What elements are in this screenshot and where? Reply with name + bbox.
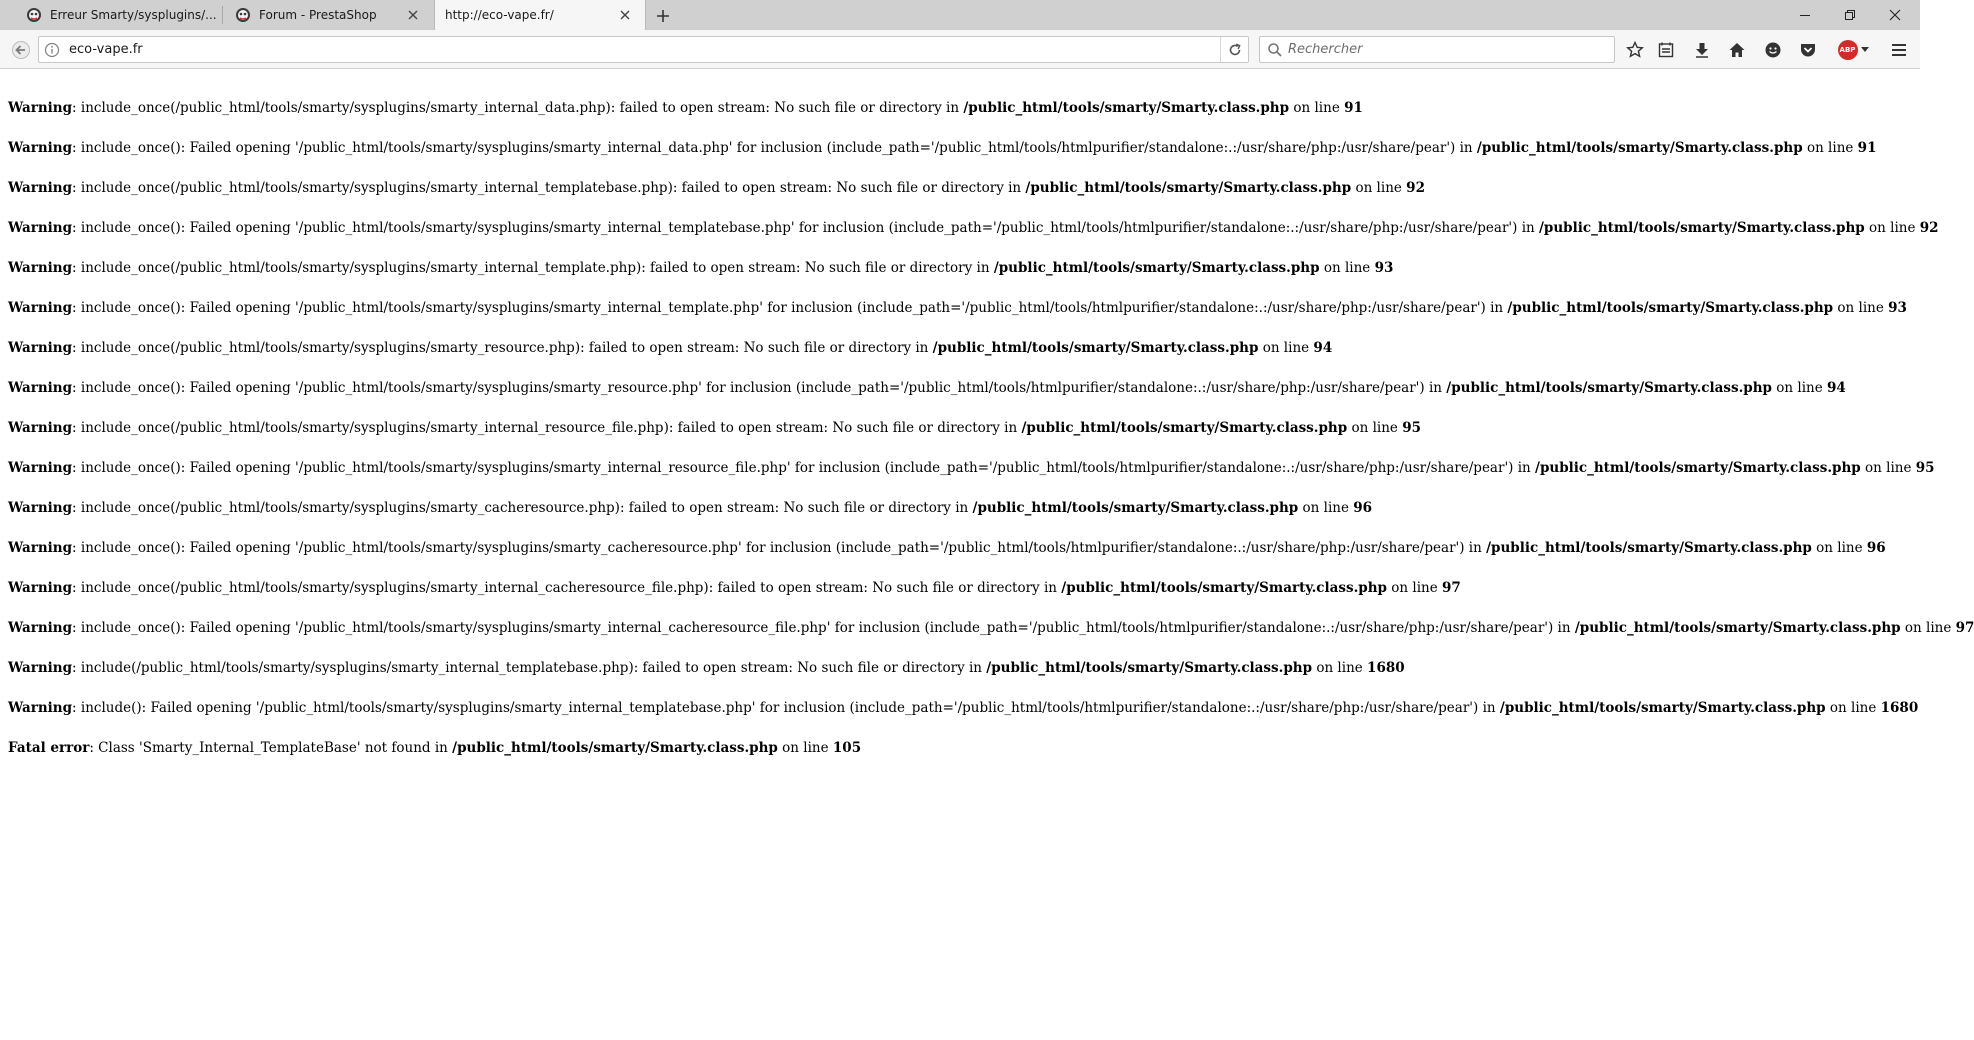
adblock-plus-icon: ABP (1838, 40, 1858, 60)
message-online: on line (1347, 420, 1403, 436)
message-text: : include_once(/public_html/tools/smarty/sysplugins/smarty_internal_templatebase.php): failed to open stream: No such file or directory in (72, 180, 1026, 196)
tab-forum-prestashop[interactable] (223, 0, 433, 30)
message-line: 105 (832, 740, 862, 756)
message-line: 96 (1866, 540, 1886, 556)
nav-bar (0, 30, 1920, 69)
message-file: /public_html/tools/smarty/Smarty.class.php (1486, 540, 1812, 556)
error-message (8, 619, 1974, 637)
restore-icon (1845, 10, 1855, 20)
plus-icon (656, 9, 670, 23)
message-file: /public_html/tools/smarty/Smarty.class.php (1507, 300, 1834, 316)
error-message (8, 539, 1886, 557)
close-window-button[interactable] (1872, 0, 1917, 30)
message-online: on line (1258, 340, 1314, 356)
restore-button[interactable] (1827, 0, 1872, 30)
error-message (8, 459, 1935, 477)
chevron-down-icon (1861, 47, 1869, 53)
message-type: Warning (8, 660, 73, 676)
hello-chat-icon[interactable] (1760, 37, 1786, 63)
menu-button[interactable] (1886, 37, 1912, 63)
url-text[interactable]: eco-vape.fr (69, 42, 143, 57)
reading-list-icon[interactable] (1653, 37, 1679, 63)
error-message (8, 219, 1939, 237)
message-line: 95 (1915, 460, 1935, 476)
tab-label: http://eco-vape.fr/ (445, 8, 554, 22)
message-line: 97 (1442, 580, 1461, 596)
message-file: /public_html/tools/smarty/Smarty.class.php (963, 100, 1290, 116)
reload-button[interactable] (1220, 37, 1248, 62)
message-type: Warning (8, 100, 73, 116)
message-text: : include_once(/public_html/tools/smarty/sysplugins/smarty_internal_resource_file.php): failed to open stream: No such file or directory in (72, 420, 1022, 436)
message-online: on line (1772, 380, 1828, 396)
tab-close-icon[interactable] (617, 7, 633, 23)
message-file: /public_html/tools/smarty/Smarty.class.php (1499, 700, 1826, 716)
message-line: 96 (1353, 500, 1373, 516)
message-online: on line (1319, 260, 1375, 276)
message-online: on line (1864, 220, 1920, 236)
message-line: 1680 (1367, 660, 1405, 676)
error-message (8, 179, 1425, 197)
message-type: Warning (8, 140, 73, 156)
tab-smarty-error[interactable] (0, 0, 222, 30)
search-bar[interactable] (1259, 36, 1615, 63)
fatal-error-message (8, 739, 861, 757)
message-text: : include_once(): Failed opening '/public_html/tools/smarty/sysplugins/smarty_internal_template.php' for inclusion (include_path='/public_html/tools/htmlpurifier/standalone:.:/usr/share/php:/usr/share/pear') in (72, 300, 1508, 316)
tab-label: Forum - PrestaShop (259, 8, 377, 22)
message-text: : include_once(/public_html/tools/smarty/sysplugins/smarty_internal_cacheresource_file.php): failed to open stream: No such file or directory in (72, 580, 1062, 596)
error-message (8, 419, 1421, 437)
message-type: Warning (8, 540, 73, 556)
message-file: /public_html/tools/smarty/Smarty.class.php (452, 740, 778, 756)
error-message (8, 299, 1907, 317)
prestashop-favicon-icon (26, 7, 42, 23)
message-text: : include_once(/public_html/tools/smarty/sysplugins/smarty_internal_template.php): failed to open stream: No such file or directory in (72, 260, 994, 276)
message-online: on line (1860, 460, 1916, 476)
message-line: 93 (1374, 260, 1394, 276)
message-line: 97 (1955, 620, 1974, 636)
back-arrow-icon (12, 41, 30, 59)
downloads-icon[interactable] (1689, 37, 1715, 63)
message-type: Warning (8, 220, 73, 236)
home-icon[interactable] (1724, 37, 1750, 63)
message-type: Warning (8, 260, 73, 276)
message-type: Warning (8, 180, 73, 196)
tab-eco-vape[interactable] (434, 0, 646, 30)
message-text: : include_once(/public_html/tools/smarty/sysplugins/smarty_cacheresource.php): failed to open stream: No such file or directory in (72, 500, 973, 516)
message-file: /public_html/tools/smarty/Smarty.class.php (1061, 580, 1388, 596)
message-file: /public_html/tools/smarty/Smarty.class.php (1021, 420, 1348, 436)
error-message (8, 259, 1393, 277)
message-type: Warning (8, 500, 73, 516)
message-text: : include_once(): Failed opening '/public_html/tools/smarty/sysplugins/smarty_internal_data.php' for inclusion (include_path='/public_html/tools/htmlpurifier/standalone:.:/usr/share/php:/usr/share/pear') in (72, 140, 1477, 156)
message-line: 93 (1888, 300, 1907, 316)
error-message (8, 699, 1918, 717)
adblock-plus-button[interactable] (1836, 37, 1870, 63)
tab-strip (0, 0, 1920, 30)
message-type: Warning (8, 580, 73, 596)
message-online: on line (1351, 180, 1407, 196)
message-line: 95 (1402, 420, 1421, 436)
search-icon (1267, 42, 1283, 58)
message-file: /public_html/tools/smarty/Smarty.class.php (972, 500, 1299, 516)
message-file: /public_html/tools/smarty/Smarty.class.php (932, 340, 1259, 356)
page-content (8, 70, 1974, 1030)
search-input[interactable] (1286, 40, 1606, 59)
message-text: : include_once(/public_html/tools/smarty/sysplugins/smarty_internal_data.php): failed to open stream: No such file or directory in (72, 100, 964, 116)
message-file: /public_html/tools/smarty/Smarty.class.php (1539, 220, 1865, 236)
message-text: : include_once(/public_html/tools/smarty/sysplugins/smarty_resource.php): failed to open stream: No such file or directory in (72, 340, 933, 356)
message-online: on line (777, 740, 833, 756)
bookmark-star-icon[interactable] (1622, 37, 1648, 63)
error-message (8, 139, 1876, 157)
message-line: 92 (1919, 220, 1939, 236)
message-text: : include(/public_html/tools/smarty/sysplugins/smarty_internal_templatebase.php): failed to open stream: No such file or directory in (72, 660, 987, 676)
message-online: on line (1811, 540, 1867, 556)
message-line: 94 (1313, 340, 1333, 356)
message-line: 94 (1827, 380, 1846, 396)
url-bar[interactable] (38, 36, 1249, 63)
message-text: : include_once(): Failed opening '/public_html/tools/smarty/sysplugins/smarty_cacheresource.php' for inclusion (include_path='/public_html/tools/htmlpurifier/standalone:.:/usr/share/php:/usr/share/pear') in (72, 540, 1487, 556)
message-type: Warning (8, 700, 73, 716)
error-message (8, 579, 1461, 597)
pocket-icon[interactable] (1795, 37, 1821, 63)
menu-icon (1890, 41, 1908, 59)
message-text: : Class 'Smarty_Internal_TemplateBase' not found in (89, 740, 453, 756)
message-type: Warning (8, 460, 73, 476)
tab-close-icon[interactable] (405, 7, 421, 23)
message-type: Fatal error (8, 740, 90, 756)
error-message (8, 659, 1405, 677)
message-line: 92 (1406, 180, 1425, 196)
message-line: 91 (1857, 140, 1877, 156)
reload-icon (1228, 43, 1242, 57)
message-file: /public_html/tools/smarty/Smarty.class.php (1574, 620, 1901, 636)
minimize-button[interactable] (1782, 0, 1827, 30)
message-line: 1680 (1880, 700, 1919, 716)
message-online: on line (1312, 660, 1368, 676)
message-file: /public_html/tools/smarty/Smarty.class.php (1535, 460, 1861, 476)
message-file: /public_html/tools/smarty/Smarty.class.php (1446, 380, 1772, 396)
back-button[interactable] (8, 37, 34, 63)
message-text: : include_once(): Failed opening '/public_html/tools/smarty/sysplugins/smarty_internal_resource_file.php' for inclusion (include_path='/public_html/tools/htmlpurifier/standalone:.:/usr/share/php:/usr/share/pear') in (72, 460, 1536, 476)
error-message (8, 379, 1846, 397)
prestashop-favicon-icon (235, 7, 251, 23)
new-tab-button[interactable] (652, 5, 674, 27)
tab-label: Erreur Smarty/sysplugins/... (50, 8, 217, 22)
close-icon (1890, 10, 1900, 20)
message-file: /public_html/tools/smarty/Smarty.class.php (993, 260, 1320, 276)
message-type: Warning (8, 380, 73, 396)
message-online: on line (1825, 700, 1881, 716)
message-online: on line (1387, 580, 1443, 596)
message-file: /public_html/tools/smarty/Smarty.class.php (1476, 140, 1803, 156)
message-online: on line (1900, 620, 1956, 636)
message-text: : include(): Failed opening '/public_html/tools/smarty/sysplugins/smarty_internal_templatebase.php' for inclusion (include_path='/public_html/tools/htmlpurifier/standalone:.:/usr/share/php:/usr/share/pear') in (72, 700, 1500, 716)
message-type: Warning (8, 340, 73, 356)
message-online: on line (1802, 140, 1858, 156)
message-file: /public_html/tools/smarty/Smarty.class.php (986, 660, 1313, 676)
message-online: on line (1833, 300, 1889, 316)
error-message (8, 99, 1363, 117)
error-message (8, 499, 1372, 517)
message-type: Warning (8, 420, 73, 436)
message-text: : include_once(): Failed opening '/public_html/tools/smarty/sysplugins/smarty_internal_templatebase.php' for inclusion (include_path='/public_html/tools/htmlpurifier/standalone:.:/usr/share/php:/usr/share/pear') in (72, 220, 1539, 236)
error-message (8, 339, 1332, 357)
message-text: : include_once(): Failed opening '/public_html/tools/smarty/sysplugins/smarty_internal_cacheresource_file.php' for inclusion (include_path='/public_html/tools/htmlpurifier/standalone:.:/usr/share/php:/usr/share/pear') in (72, 620, 1575, 636)
message-online: on line (1298, 500, 1354, 516)
message-type: Warning (8, 300, 73, 316)
message-online: on line (1289, 100, 1345, 116)
message-text: : include_once(): Failed opening '/public_html/tools/smarty/sysplugins/smarty_resource.php' for inclusion (include_path='/public_html/tools/htmlpurifier/standalone:.:/usr/share/php:/usr/share/pear') in (72, 380, 1447, 396)
minimize-icon (1800, 10, 1810, 20)
info-icon[interactable] (44, 42, 60, 58)
message-file: /public_html/tools/smarty/Smarty.class.php (1025, 180, 1352, 196)
message-type: Warning (8, 620, 73, 636)
message-line: 91 (1344, 100, 1363, 116)
